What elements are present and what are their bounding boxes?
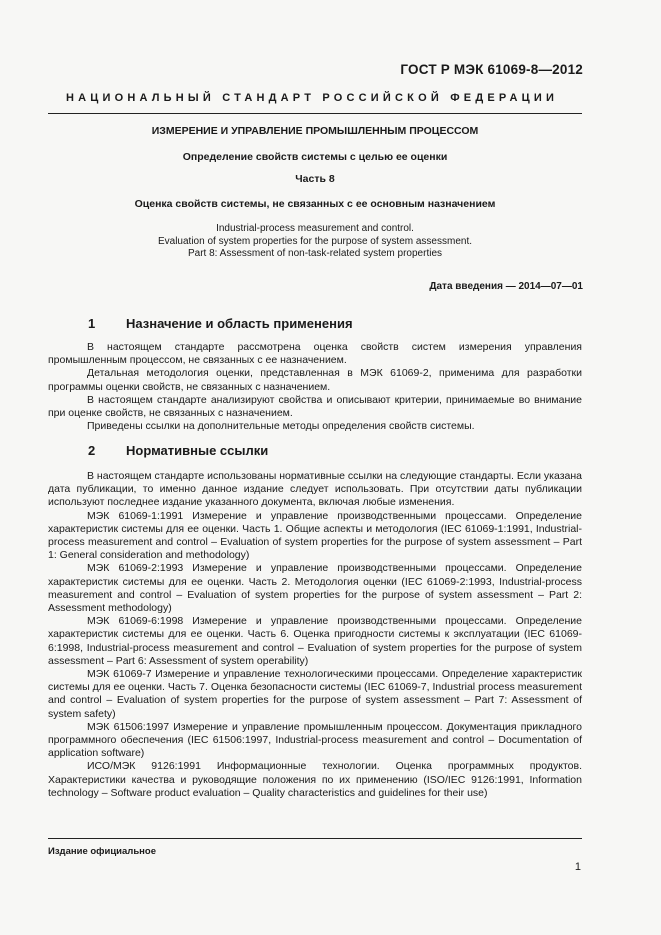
part-label: Часть 8 <box>295 173 335 185</box>
english-title <box>48 223 582 261</box>
paragraph: В настоящем стандарте анализируют свойства и описывают критерии, принимаемые во внимание при оценке свойств, не связанных с назначением. <box>48 393 582 420</box>
section-number: 1 <box>88 316 96 331</box>
document-title: ИЗМЕРЕНИЕ И УПРАВЛЕНИЕ ПРОМЫШЛЕННЫМ ПРОЦЕССОМ <box>151 125 479 137</box>
reference-item: ИСО/МЭК 9126:1991 Информационные технологии. Оценка программных продуктов. Характеристики качества и руководящие положения по их применению (ISO/IEC 9126:1991, Information technology – Software product evaluation – Quality characteristics and guidelines for their use) <box>48 760 582 799</box>
edition-note: Издание официальное <box>48 846 156 857</box>
header-divider <box>48 113 582 114</box>
part-title: Оценка свойств системы, не связанных с ее основным назначением <box>134 198 496 210</box>
reference-item: МЭК 61069-6:1998 Измерение и управление производственными процессами. Определение характеристик системы для ее оценки. Часть 6. Оценка пригодности системы к эксплуатации (IEC 61069-6:1998, Industrial-process measurement and control – Evaluation of system properties for the purpose of system assessment – Part 6: Assessment of system operability) <box>48 615 582 667</box>
section-number: 2 <box>88 443 96 458</box>
section-title: Назначение и область применения <box>126 316 353 331</box>
paragraph: В настоящем стандарте использованы нормативные ссылки на следующие стандарты. Если указана дата публикации, то именно данное издание следует использовать. При отсутствии даты публикации используют последнее издание указанного документа, включая любые изменения. <box>48 470 582 509</box>
english-title-line: Part 8: Assessment of non-task-related system properties <box>188 248 442 259</box>
paragraph: В настоящем стандарте рассмотрена оценка свойств систем измерения управления промышленным процессом, не связанных с ее назначением. <box>48 341 582 367</box>
reference-item: МЭК 61069-2:1993 Измерение и управление производственными процессами. Определение характеристик системы для ее оценки. Часть 2. Методология оценки (IEC 61069-2:1993, Industrial-process measurement and control – Evaluation of system properties for the purpose of system assessment – Part 2: Assessment methodology) <box>48 562 582 615</box>
section-heading-1 <box>88 316 353 331</box>
reference-item: МЭК 61506:1997 Измерение и управление промышленным процессом. Документация прикладного программного обеспечения (IEC 61506:1997, Industrial-process measurement and control – Documentation of application software) <box>48 720 582 760</box>
english-title-line: Evaluation of system properties for the purpose of system assessment. <box>157 235 473 247</box>
document-number: ГОСТ Р МЭК 61069-8—2012 <box>400 62 583 77</box>
paragraph: Детальная методология оценки, представленная в МЭК 61069-2, применима для разработки программы оценки свойств, не связанных с назначением. <box>48 367 582 393</box>
section-2-body <box>48 470 582 800</box>
section-title: Нормативные ссылки <box>126 443 269 458</box>
introduction-date: Дата введения — 2014—07—01 <box>429 281 583 292</box>
reference-item: МЭК 61069-7 Измерение и управление технологическими процессами. Определение характеристик системы для ее оценки. Часть 7. Оценка безопасности системы (IEC 61069-7, Industrial process measurement and control – Evaluation of system properties for the purpose of system assessment – Part 7: Assessment of system safety) <box>48 668 582 720</box>
section-1-body <box>48 341 582 433</box>
english-title-line: Industrial-process measurement and control. <box>216 223 414 234</box>
paragraph: Приведены ссылки на дополнительные методы определения свойств системы. <box>87 420 475 433</box>
document-subtitle: Определение свойств системы с целью ее оценки <box>182 151 448 163</box>
section-heading-2 <box>88 443 268 458</box>
reference-item: МЭК 61069-1:1991 Измерение и управление производственными процессами. Определение характеристик системы для ее оценки. Часть 1. Общие аспекты и методология (IEC 61069-1:1991, Industrial-process measurement and control – Evaluation of system properties for the purpose of system assessment – Part 1: General consideration and methodology) <box>48 509 582 562</box>
page-number: 1 <box>574 861 581 873</box>
national-standard-banner: НАЦИОНАЛЬНЫЙ СТАНДАРТ РОССИЙСКОЙ ФЕДЕРАЦИИ <box>65 92 559 104</box>
footer-divider <box>48 838 582 839</box>
